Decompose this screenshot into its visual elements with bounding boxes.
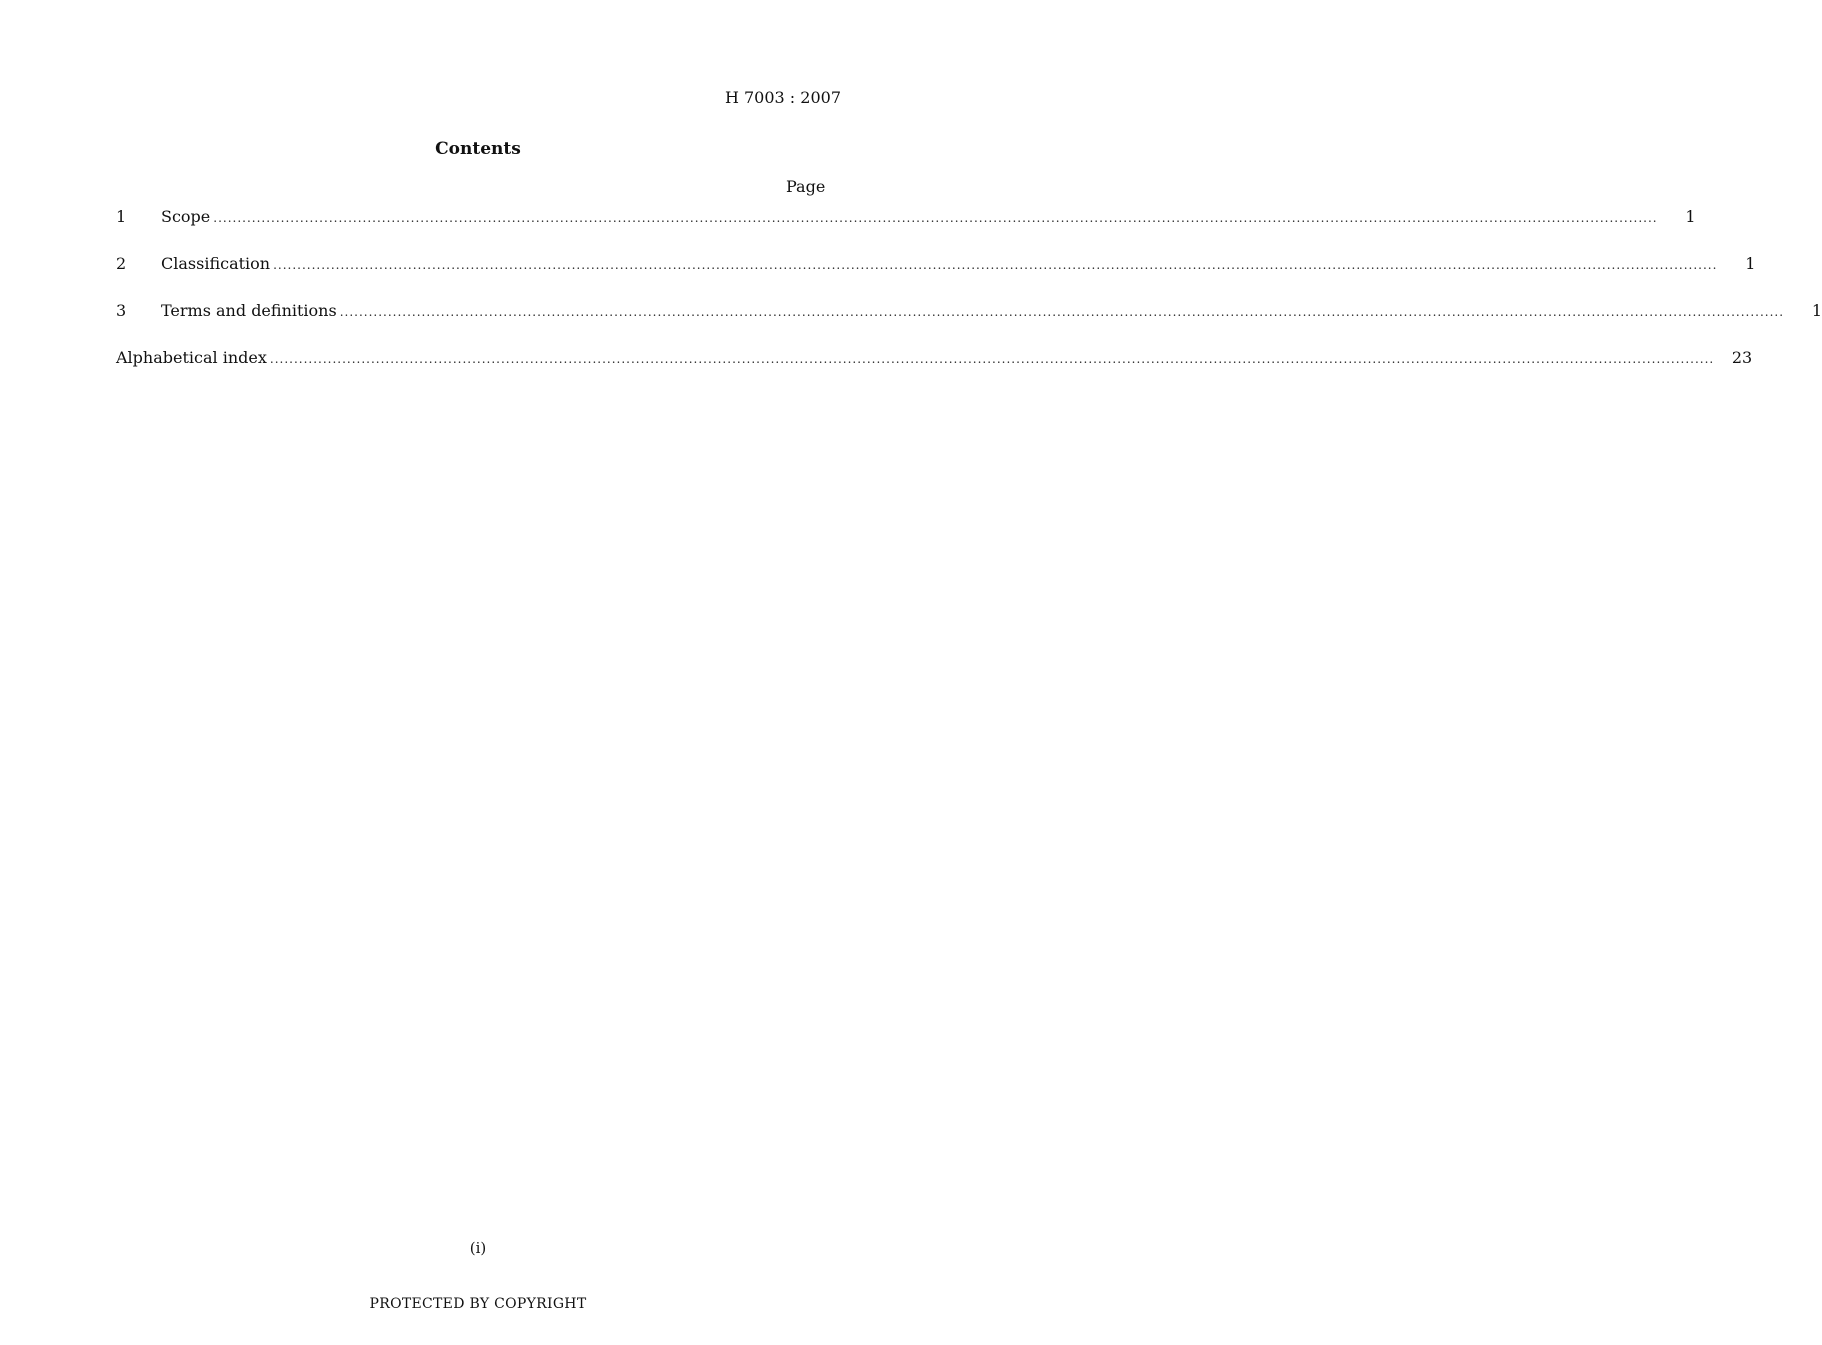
toc-entry-page: 1 [1811,301,1822,320]
toc-entry-classification[interactable] [116,254,1756,276]
toc-entry-page: 1 [1745,254,1756,273]
toc-entry-page: 23 [1731,348,1753,367]
toc-entry-title: Terms and definitions [161,301,337,320]
dot-leader: ............................................................................................................................................................................................................................................................................................................ [273,258,1718,272]
dot-leader: ............................................................................................................................................................................................................................................................................................................ [339,305,1785,319]
toc-entry-title: Alphabetical index [116,348,267,367]
page-title: Contents [435,139,521,159]
dot-leader: ............................................................................................................................................................................................................................................................................................................ [213,211,1658,225]
toc-entry-title: Classification [161,254,271,273]
toc-entry-number: 2 [116,254,127,273]
document-id: H 7003 : 2007 [724,88,841,107]
toc-entry-index[interactable] [116,348,1753,370]
toc-entry-number: 1 [116,207,127,226]
toc-entry-page: 1 [1685,207,1696,226]
toc-entry-title: Scope [161,207,211,226]
page-column-label: Page [786,177,826,196]
copyright-notice: PROTECTED BY COPYRIGHT [369,1296,587,1312]
page-number: (i) [469,1239,487,1257]
dot-leader: ............................................................................................................................................................................................................................................................................................................ [269,352,1715,366]
toc-entry-terms[interactable] [116,301,1822,323]
toc-entry-number: 3 [116,301,127,320]
toc-entry-scope[interactable] [116,207,1696,229]
